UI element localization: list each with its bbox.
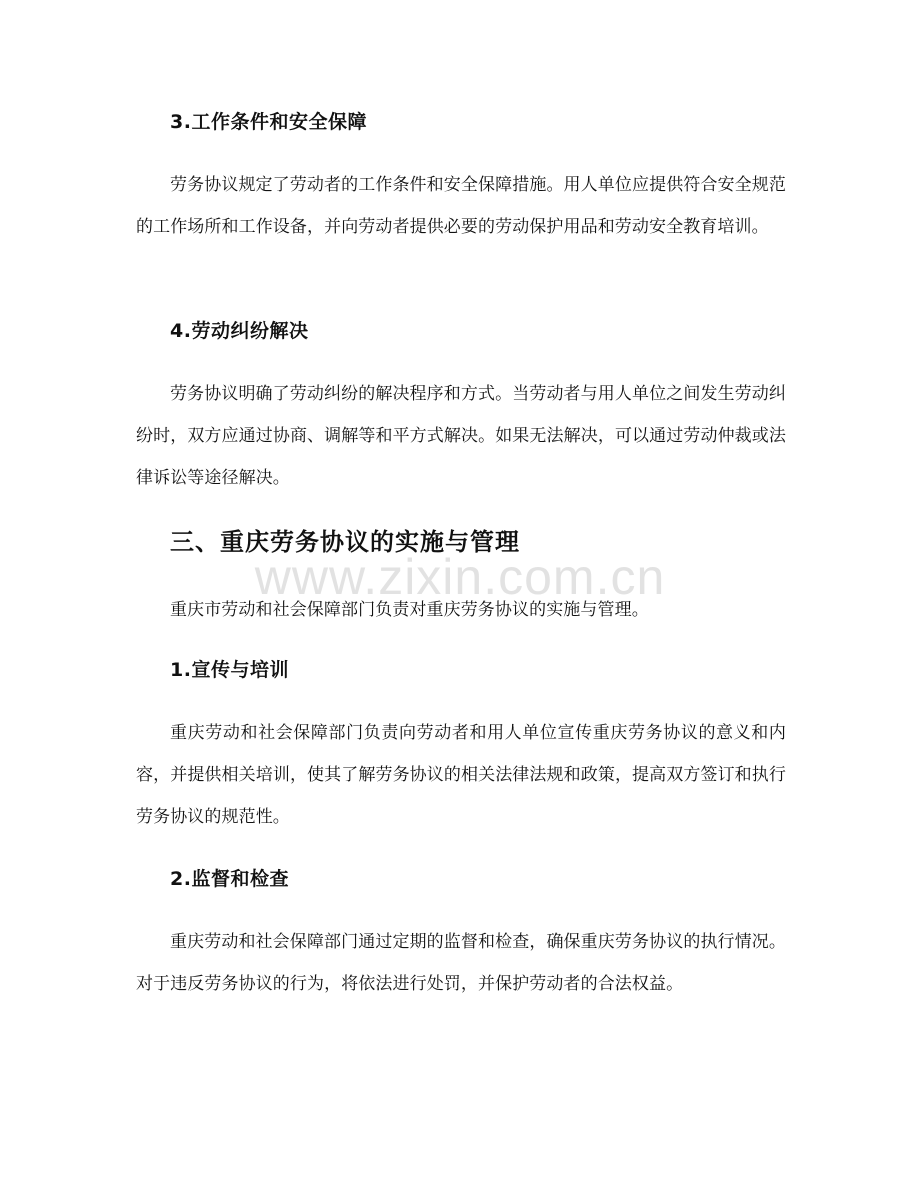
section-heading-supervision: 2.监督和检查 [170,868,289,890]
watermark: www.zixin.com.cn [254,549,666,605]
paragraph-supervision: 重庆劳动和社会保障部门通过定期的监督和检查，确保重庆劳务协议的执行情况。对于违反劳务协议的行为，将依法进行处罚，并保护劳动者的合法权益。 [136,932,786,994]
paragraph-labor-dispute: 劳务协议明确了劳动纠纷的解决程序和方式。当劳动者与用人单位之间发生劳动纠纷时，双方应通过协商、调解等和平方式解决。如果无法解决，可以通过劳动仲裁或法律诉讼等途径解决。 [136,384,786,488]
paragraph-publicity-training: 重庆劳动和社会保障部门负责向劳动者和用人单位宣传重庆劳务协议的意义和内容，并提供相关培训，使其了解劳务协议的相关法律法规和政策，提高双方签订和执行劳务协议的规范性。 [136,723,786,827]
chapter-heading-implementation: 三、重庆劳务协议的实施与管理 [170,528,520,556]
paragraph-implementation-intro: 重庆市劳动和社会保障部门负责对重庆劳务协议的实施与管理。 [170,600,649,620]
section-heading-working-conditions: 3.工作条件和安全保障 [170,111,367,133]
section-heading-publicity-training: 1.宣传与培训 [170,659,289,681]
section-heading-labor-dispute: 4.劳动纠纷解决 [170,320,309,342]
paragraph-working-conditions: 劳务协议规定了劳动者的工作条件和安全保障措施。用人单位应提供符合安全规范的工作场所和工作设备，并向劳动者提供必要的劳动保护用品和劳动安全教育培训。 [136,175,786,237]
